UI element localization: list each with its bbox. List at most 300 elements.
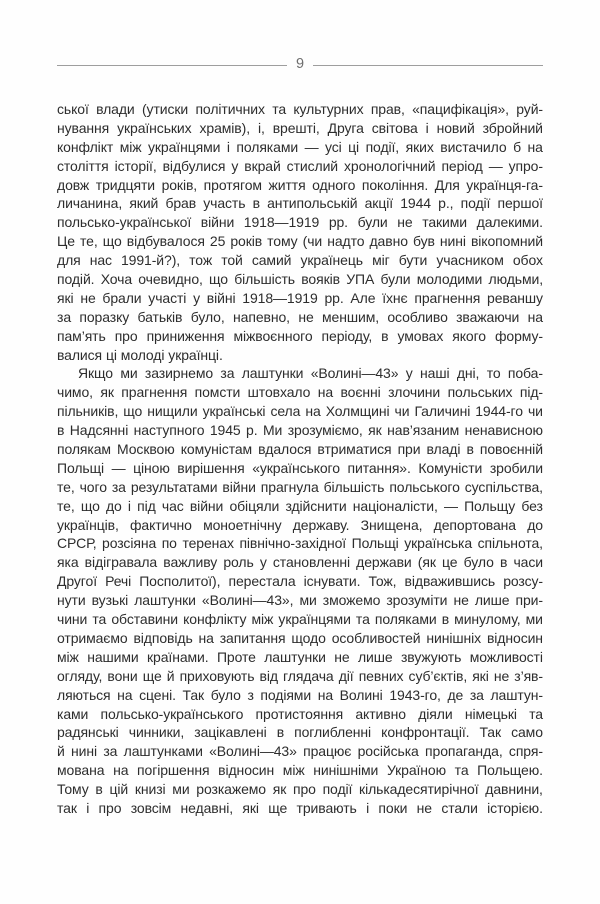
word: в: [95, 781, 103, 798]
word: чи: [527, 403, 543, 420]
word: Холмщині: [325, 403, 390, 420]
word: і,: [257, 119, 265, 136]
text-line: [57, 347, 543, 366]
word: і: [425, 119, 429, 136]
word: де: [447, 686, 464, 703]
word: зазирнемо: [144, 365, 214, 382]
text-line: [57, 687, 543, 706]
word: відбувалося: [126, 233, 205, 250]
text-line: [57, 158, 543, 177]
word: приниження: [146, 327, 225, 344]
word: ще: [268, 799, 288, 816]
word: радянські: [57, 724, 119, 741]
word: минулому,: [454, 611, 521, 628]
word: розкажемо: [196, 781, 266, 798]
word: конфлікт: [57, 138, 114, 155]
word: за: [103, 743, 118, 760]
word: щодо: [291, 629, 326, 646]
word: їхнє: [382, 289, 408, 306]
word: діяли: [418, 705, 453, 722]
word: УПА: [346, 271, 375, 288]
word: між: [251, 611, 274, 628]
text-line: [57, 195, 543, 214]
word: перестала: [228, 573, 296, 590]
text-line: [57, 517, 543, 536]
word: та: [92, 611, 107, 628]
word: втриматися: [317, 441, 392, 458]
word: те,: [57, 497, 75, 514]
word: польсько-українського: [100, 705, 244, 722]
word: дії: [338, 667, 354, 684]
word: очевидно,: [138, 271, 203, 288]
word: тривають: [296, 799, 357, 816]
word: (чи: [302, 233, 323, 250]
word: ми: [525, 611, 543, 628]
header-rule-right: [313, 65, 543, 66]
word: наші: [420, 365, 450, 382]
word: українські: [202, 403, 266, 420]
text-line: [57, 403, 543, 422]
word: комуністам: [180, 441, 253, 458]
word: нування: [57, 119, 110, 136]
word: молоді: [120, 346, 165, 363]
paragraph: [57, 101, 543, 365]
word: з’яв-: [514, 667, 543, 684]
word: (як: [417, 554, 436, 571]
word: за: [57, 308, 72, 325]
word: чого: [79, 478, 107, 495]
word: нині: [71, 743, 98, 760]
word: протягом: [203, 176, 262, 193]
word: села: [270, 403, 301, 420]
word: то: [486, 365, 501, 382]
text-line: [57, 743, 543, 762]
word: держави: [356, 554, 412, 571]
word: років,: [161, 176, 198, 193]
word: в: [499, 554, 508, 571]
word: що: [209, 271, 228, 288]
word: Це: [57, 233, 75, 250]
word: помсти: [194, 384, 241, 401]
word: Знищена,: [360, 516, 423, 533]
word: 25: [209, 233, 226, 250]
word: лаштун-: [490, 686, 543, 703]
word: країнами.: [147, 648, 209, 665]
word: поразку: [79, 308, 130, 325]
word: працює: [303, 743, 352, 760]
word: зрозуміємо,: [287, 422, 363, 439]
word: та: [454, 762, 469, 779]
word: участь: [203, 195, 246, 212]
text-line: [57, 611, 543, 630]
word: що: [102, 233, 122, 250]
word: спільнота,: [477, 535, 543, 552]
word: обставини: [111, 611, 178, 628]
word: лаштунки: [134, 592, 196, 609]
word: під-: [519, 384, 543, 401]
word: війні: [206, 289, 236, 306]
word: у: [259, 554, 267, 571]
word: становленні: [272, 554, 350, 571]
word: на: [198, 629, 214, 646]
word: політичних: [195, 101, 265, 117]
text-line: [57, 252, 543, 271]
word: обіцяли: [229, 497, 280, 514]
word: нашими: [87, 648, 139, 665]
word: Так: [182, 686, 205, 703]
word: само: [511, 724, 543, 741]
word: далекими.: [476, 214, 543, 231]
word: чимо,: [57, 384, 93, 401]
word: подій.: [57, 271, 95, 288]
word: націоналісти,: [352, 497, 438, 514]
word: чи: [394, 403, 410, 420]
word: недавні,: [180, 799, 234, 816]
word: погіршення: [137, 762, 210, 779]
word: обох: [512, 252, 543, 269]
word: антипольській: [267, 195, 358, 212]
word: про: [98, 799, 122, 816]
word: зможемо: [322, 592, 381, 609]
word: вдалося: [258, 441, 312, 458]
word: життя: [268, 176, 306, 193]
word: події: [460, 195, 491, 212]
word: СРСР,: [57, 535, 97, 552]
word: бути: [398, 252, 428, 269]
word: Москвою: [117, 441, 175, 458]
word: були: [357, 214, 388, 231]
word: чинники,: [128, 724, 185, 741]
word: напевно,: [233, 308, 290, 325]
word: Проте: [216, 648, 256, 665]
word: вояків: [301, 271, 340, 288]
word: відігравала: [84, 554, 158, 571]
text-line: [57, 328, 543, 347]
word: українська: [404, 535, 473, 552]
word: Ми: [262, 422, 283, 439]
word: книзі: [134, 781, 166, 798]
body-text: [57, 101, 543, 819]
word: світова: [371, 119, 418, 136]
word: ської: [57, 101, 89, 117]
word: відповідь: [133, 629, 193, 646]
word: для: [57, 252, 81, 269]
word: поляками: [236, 138, 299, 155]
word: особливо: [387, 308, 448, 325]
word: прагнення: [121, 384, 188, 401]
text-line: [57, 384, 543, 403]
word: меншим,: [322, 308, 380, 325]
word: нас: [89, 252, 112, 269]
word: звужують: [400, 648, 462, 665]
word: були: [380, 271, 411, 288]
word: чини: [57, 611, 88, 628]
word: лаштунки: [264, 648, 326, 665]
word: не: [298, 308, 314, 325]
word: що: [123, 403, 143, 420]
word: події: [322, 781, 353, 798]
word: зрозуміти: [386, 592, 448, 609]
word: між: [282, 762, 305, 779]
word: вікопомний: [470, 233, 543, 250]
word: які: [242, 799, 259, 816]
word: північно-західної: [239, 535, 347, 552]
word: активно: [355, 705, 406, 722]
word: б: [513, 138, 521, 155]
text-line: [57, 706, 543, 725]
text-line: [57, 479, 543, 498]
word: Друга: [327, 119, 364, 136]
word: пільників,: [57, 403, 119, 420]
word: яка: [57, 554, 79, 571]
word: суб’єктів,: [408, 667, 468, 684]
word: не: [397, 214, 413, 231]
word: був: [412, 233, 435, 250]
word: як: [100, 384, 114, 401]
word: було,: [190, 308, 225, 325]
word: польсько-української: [57, 214, 192, 231]
word: про: [292, 781, 316, 798]
word: р.: [246, 422, 258, 439]
word: відважившись: [404, 573, 496, 590]
word: особливостей: [331, 629, 421, 646]
word: державу.: [292, 516, 350, 533]
word: стали: [441, 799, 478, 816]
word: нав’язаним: [387, 422, 460, 439]
word: огляду,: [57, 667, 103, 684]
word: штовхало: [247, 384, 311, 401]
word: глядача: [283, 667, 334, 684]
header-rule-left: [57, 65, 287, 66]
word: запитання: [219, 629, 286, 646]
word: валися: [57, 346, 103, 363]
word: у: [193, 289, 200, 306]
word: ляються: [57, 686, 111, 703]
word: влади: [96, 101, 135, 117]
page-header: [57, 57, 543, 73]
word: без: [521, 497, 543, 514]
word: вирішення: [177, 459, 245, 476]
word: українець: [300, 252, 363, 269]
word: личанина,: [57, 195, 123, 212]
word: теренах: [182, 535, 234, 552]
word: історією.: [487, 799, 543, 816]
word: на: [317, 686, 334, 703]
word: події,: [365, 138, 400, 155]
word: ці: [105, 346, 117, 363]
word: Комуністи: [418, 459, 483, 476]
word: руй-: [516, 101, 543, 117]
word: зацікавлені: [194, 724, 267, 741]
word: до: [105, 497, 122, 514]
word: часи: [513, 554, 543, 571]
word: Другої: [57, 573, 97, 590]
word: ми: [299, 592, 317, 609]
word: українця-га-: [466, 176, 543, 193]
word: наступного: [133, 422, 205, 439]
text-line: [57, 535, 543, 554]
word: відносин: [218, 762, 275, 779]
word: та: [272, 101, 287, 117]
word: Тож,: [368, 573, 397, 590]
word: самий: [251, 252, 292, 269]
word: періоду,: [321, 327, 373, 344]
word: не: [416, 799, 432, 816]
word: питання».: [347, 459, 411, 476]
word: в: [441, 611, 450, 628]
word: більшість: [234, 271, 295, 288]
word: і: [226, 138, 230, 155]
word: Надсянні: [69, 422, 129, 439]
word: не: [334, 648, 350, 665]
word: полякам: [57, 441, 111, 458]
word: можливості: [469, 648, 543, 665]
text-line: [57, 441, 543, 460]
word: поляками: [374, 611, 437, 628]
word: між: [57, 648, 79, 665]
text-line: [57, 365, 543, 384]
word: «Волині—43»: [209, 743, 297, 760]
word: здійснити: [285, 497, 347, 514]
word: зробили: [489, 459, 543, 476]
word: було: [463, 554, 494, 571]
text-line: [57, 498, 543, 517]
word: час: [161, 497, 184, 514]
word: за: [469, 686, 484, 703]
word: усі: [324, 138, 342, 155]
word: в: [57, 422, 65, 439]
word: ми: [172, 781, 190, 798]
word: храмів),: [199, 119, 250, 136]
word: владі: [426, 441, 461, 458]
word: який: [129, 195, 159, 212]
word: Польщі: [351, 535, 399, 552]
word: Польщу: [464, 497, 516, 514]
word: Але: [350, 289, 376, 306]
text-line: [57, 573, 543, 592]
word: це: [442, 554, 458, 571]
word: зважаючи: [456, 308, 520, 325]
word: отримаємо: [57, 629, 128, 646]
word: війни: [222, 478, 256, 495]
word: суспільства,: [464, 478, 543, 495]
word: від: [259, 667, 278, 684]
word: (утиски: [141, 101, 189, 117]
word: участі: [148, 289, 187, 306]
word: подіями: [260, 686, 312, 703]
text-line: [57, 309, 543, 328]
word: поки: [378, 799, 408, 816]
word: надто: [327, 233, 365, 250]
text-line: [57, 271, 543, 290]
word: фактично: [130, 516, 192, 533]
word: те,: [57, 478, 75, 495]
word: більшість: [323, 478, 385, 495]
word: було: [210, 686, 241, 703]
word: вкрай: [244, 157, 281, 174]
word: й: [57, 743, 65, 760]
word: упро-: [508, 157, 543, 174]
word: людьми,: [488, 271, 543, 288]
word: Тому: [57, 781, 89, 798]
word: давно: [369, 233, 408, 250]
text-line: [57, 120, 543, 139]
text-line: [57, 781, 543, 800]
word: якого: [452, 327, 486, 344]
word: першої: [497, 195, 543, 212]
text-line: [57, 800, 543, 819]
word: Україною: [386, 762, 447, 779]
text-line: [57, 101, 543, 120]
word: ми: [120, 365, 138, 382]
word: під: [137, 497, 156, 514]
word: моноетнічну: [203, 516, 282, 533]
word: 1918—1919: [243, 214, 320, 231]
word: Хоча: [100, 271, 133, 288]
text-line: [57, 592, 543, 611]
word: лаштунками: [123, 743, 203, 760]
text-line: [57, 422, 543, 441]
word: «Волині—43»: [310, 365, 399, 382]
word: як: [272, 781, 287, 798]
word: міжвоєнного: [233, 327, 313, 344]
word: важливу: [163, 554, 218, 571]
text-line: [57, 668, 543, 687]
word: «українського: [252, 459, 340, 476]
word: розсу-: [503, 573, 543, 590]
word: польських: [447, 384, 513, 401]
word: по: [161, 535, 177, 552]
word: українцями: [148, 138, 221, 155]
word: в: [252, 195, 260, 212]
word: Якщо: [78, 365, 113, 382]
word: форму-: [494, 327, 543, 344]
word: одного: [312, 176, 356, 193]
word: мована: [57, 762, 105, 779]
word: так: [57, 799, 77, 816]
word: російська: [357, 743, 419, 760]
word: прагнула: [260, 478, 319, 495]
word: 1943-го,: [389, 686, 441, 703]
word: як: [368, 422, 382, 439]
word: нути: [57, 592, 86, 609]
word: молодими: [416, 271, 483, 288]
word: ще: [142, 667, 162, 684]
word: існувати.: [303, 573, 361, 590]
word: умовах: [397, 327, 444, 344]
word: протистояння: [255, 705, 344, 722]
word: ненависною: [464, 422, 543, 439]
word: німецькі: [464, 705, 517, 722]
word: на: [317, 384, 334, 401]
word: воєнні: [340, 384, 381, 401]
word: покоління.: [361, 176, 429, 193]
text-line: [57, 290, 543, 309]
word: які: [57, 289, 74, 306]
word: рр.: [328, 214, 348, 231]
word: у: [231, 157, 239, 174]
word: і: [127, 497, 131, 514]
word: які: [472, 667, 489, 684]
word: на: [305, 403, 321, 420]
word: не: [453, 592, 469, 609]
text-line: [57, 630, 543, 649]
word: р.,: [438, 195, 454, 212]
word: прав,: [370, 101, 405, 117]
word: Польщі: [57, 459, 105, 476]
word: цій: [109, 781, 129, 798]
word: на: [113, 762, 129, 779]
